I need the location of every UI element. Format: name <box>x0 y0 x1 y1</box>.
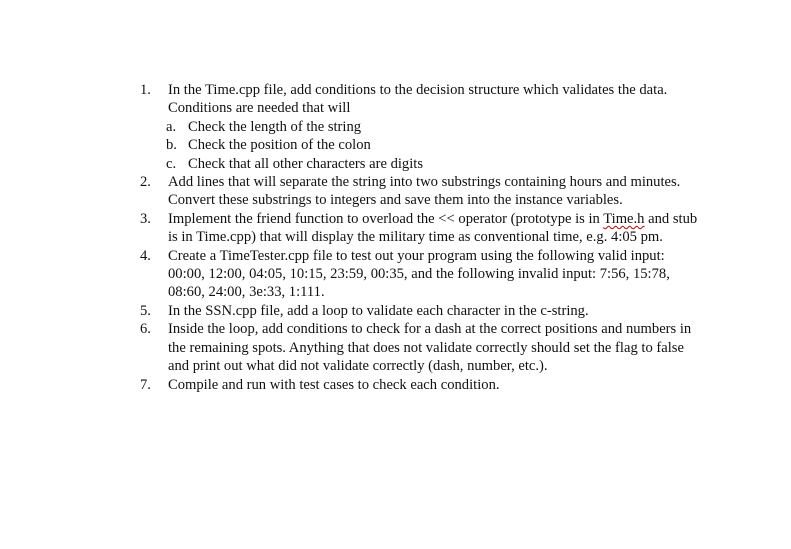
sub-item-a <box>140 118 700 136</box>
sub-item-c <box>140 155 700 173</box>
list-item-text: In the Time.cpp file, add conditions to the decision structure which validates the data. Conditions are needed that will <box>168 82 668 117</box>
list-item-text-before: Implement the friend function to overload the << operator (prototype is in <box>168 210 604 227</box>
list-item-text: Add lines that will separate the string into two substrings containing hours and minutes. Convert these substrings to integers and save them into the instance variables. <box>168 174 681 209</box>
sub-item-text: Check the length of the string <box>188 118 362 135</box>
list-item-7 <box>140 376 700 394</box>
list-item-text: Inside the loop, add conditions to check for a dash at the correct positions and numbers in the remaining spots. Anything that does not validate correctly should set the flag to false and print out what did not validate correctly (dash, number, etc.). <box>168 321 692 375</box>
list-item-text: Compile and run with test cases to check each condition. <box>168 376 500 393</box>
list-item-3 <box>140 210 700 247</box>
list-number: 7. <box>140 376 151 393</box>
list-item-text: In the SSN.cpp file, add a loop to validate each character in the c-string. <box>168 302 589 319</box>
list-item-5 <box>140 302 700 320</box>
list-number: 3. <box>140 210 151 227</box>
sub-item-text: Check that all other characters are digits <box>188 155 424 172</box>
sub-item-text: Check the position of the colon <box>188 137 371 154</box>
list-item-2 <box>140 173 700 210</box>
list-number: 1. <box>140 82 151 98</box>
list-item-4 <box>140 247 700 302</box>
list-number: 4. <box>140 247 151 264</box>
list-number: 5. <box>140 302 151 319</box>
list-number: 6. <box>140 321 151 338</box>
spellcheck-flagged-word[interactable]: Time.h <box>603 210 645 227</box>
sub-item-letter: b. <box>166 137 177 154</box>
sub-item-letter: c. <box>166 155 177 172</box>
list-item-text-after: and stub is in Time.cpp) that will display the military time as conventional time, e.g. 4:05 pm. <box>168 210 698 246</box>
list-item-text: Create a TimeTester.cpp file to test out your program using the following valid input: 00:00, 12:00, 04:05, 10:15, 23:59, 00:35, and the following invalid input: 7:56, 15:78, 08:60, 24:00, 3e:33, 1:111. <box>168 247 670 301</box>
list-item-1 <box>140 81 700 118</box>
list-item-6 <box>140 320 700 375</box>
list-number: 2. <box>140 174 151 191</box>
instruction-list <box>140 81 700 394</box>
sub-item-letter: a. <box>166 118 177 135</box>
sub-item-b <box>140 136 700 154</box>
